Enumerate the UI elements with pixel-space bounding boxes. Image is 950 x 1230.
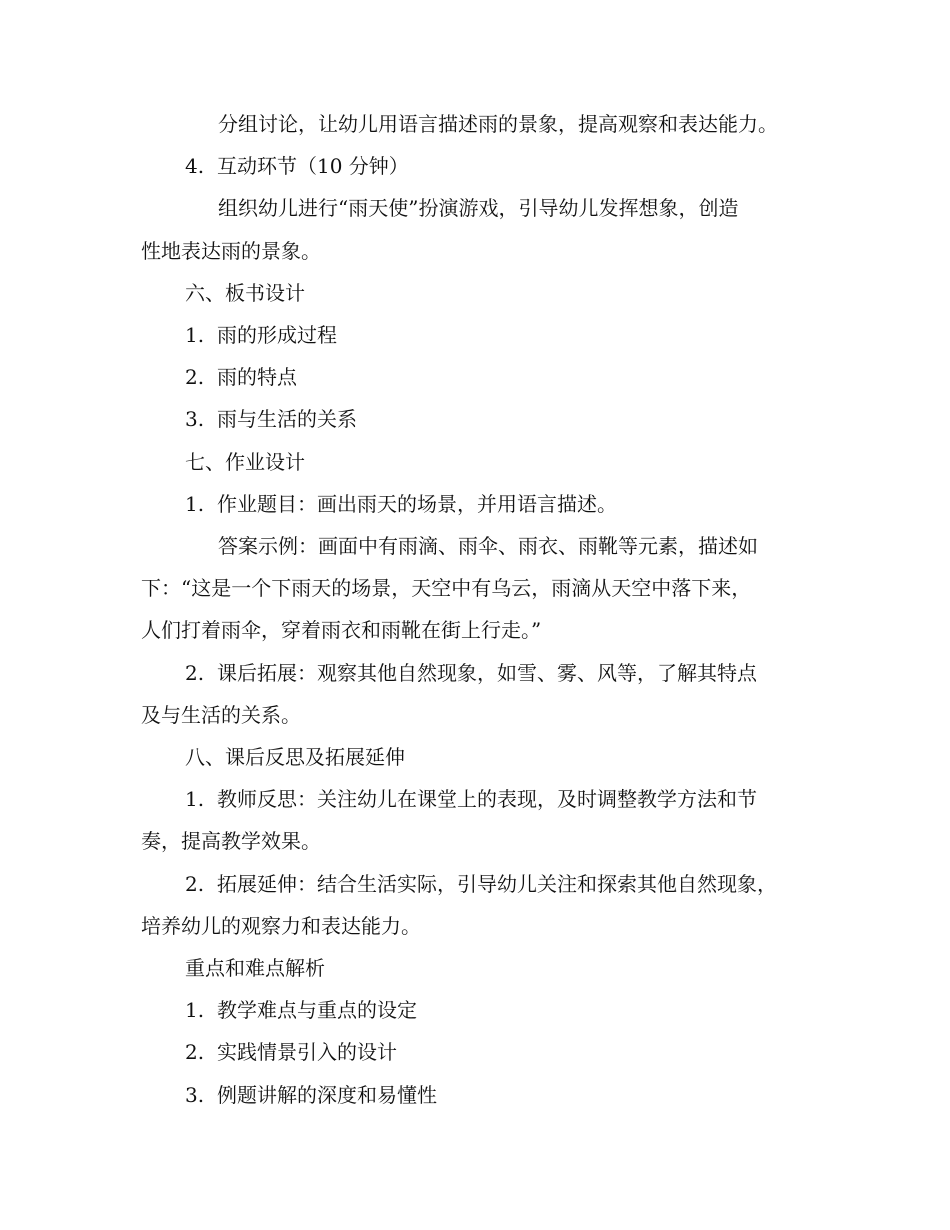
section-heading-homework-design: 七、作业设计 <box>185 450 305 474</box>
list-number: 2. <box>185 661 205 685</box>
list-item <box>185 870 777 898</box>
list-item-text: 雨的特点 <box>217 365 297 389</box>
paragraph-line: 下：“这是一个下雨天的场景，天空中有乌云，雨滴从天空中落下来， <box>141 576 752 600</box>
list-number: 3. <box>185 1083 205 1107</box>
paragraph-line: 奏，提高教学效果。 <box>141 829 321 853</box>
list-item <box>185 996 417 1024</box>
list-item-text: 课后拓展：观察其他自然现象，如雪、雾、风等，了解其特点 <box>217 661 757 685</box>
list-item <box>185 1081 437 1109</box>
list-number: 2. <box>185 365 205 389</box>
paragraph-line: 分组讨论，让幼儿用语言描述雨的景象，提高观察和表达能力。 <box>218 112 778 136</box>
list-number: 1. <box>185 787 205 811</box>
list-item <box>185 659 757 687</box>
list-number: 2. <box>185 872 205 896</box>
list-item-text: 教师反思：关注幼儿在课堂上的表现，及时调整教学方法和节 <box>217 787 757 811</box>
list-item-text: 互动环节（10 分钟） <box>217 154 409 178</box>
paragraph-line: 人们打着雨伞，穿着雨衣和雨靴在街上行走。” <box>141 618 542 642</box>
list-item-interaction <box>185 152 409 180</box>
section-heading-board-design: 六、板书设计 <box>185 281 305 305</box>
paragraph-line: 答案示例：画面中有雨滴、雨伞、雨衣、雨靴等元素，描述如 <box>218 534 758 558</box>
list-item <box>185 363 297 391</box>
list-item <box>185 785 757 813</box>
paragraph-line: 组织幼儿进行“雨天使”扮演游戏，引导幼儿发挥想象，创造 <box>218 196 739 220</box>
list-item-text: 教学难点与重点的设定 <box>217 998 417 1022</box>
list-number: 1. <box>185 323 205 347</box>
list-number: 1. <box>185 492 205 516</box>
list-item-text: 例题讲解的深度和易懂性 <box>217 1083 437 1107</box>
list-item <box>185 321 337 349</box>
section-heading-key-points: 重点和难点解析 <box>185 956 325 980</box>
list-item <box>185 405 357 433</box>
list-item-text: 拓展延伸：结合生活实际，引导幼儿关注和探索其他自然现象， <box>217 872 777 896</box>
paragraph-line: 性地表达雨的景象。 <box>141 239 321 263</box>
list-item <box>185 490 617 518</box>
list-number: 3. <box>185 407 205 431</box>
list-item-text: 雨与生活的关系 <box>217 407 357 431</box>
list-item-text: 作业题目：画出雨天的场景，并用语言描述。 <box>217 492 617 516</box>
list-item-text: 雨的形成过程 <box>217 323 337 347</box>
list-item <box>185 1038 397 1066</box>
list-number: 4. <box>185 154 205 178</box>
section-heading-reflection: 八、课后反思及拓展延伸 <box>185 745 405 769</box>
list-number: 2. <box>185 1040 205 1064</box>
list-number: 1. <box>185 998 205 1022</box>
paragraph-line: 培养幼儿的观察力和表达能力。 <box>141 914 421 938</box>
paragraph-line: 及与生活的关系。 <box>141 703 301 727</box>
list-item-text: 实践情景引入的设计 <box>217 1040 397 1064</box>
